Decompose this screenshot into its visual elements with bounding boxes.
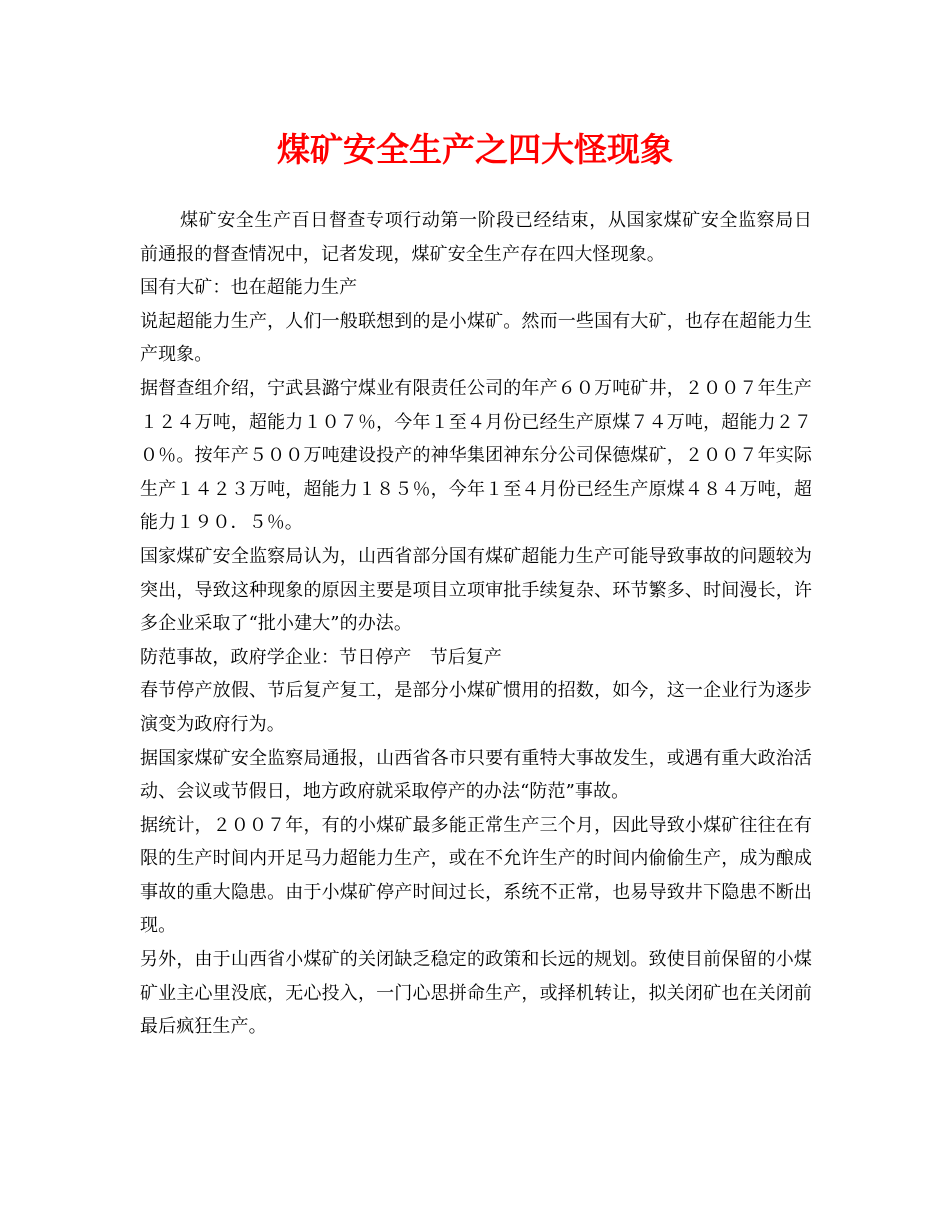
article-body <box>140 204 812 1044</box>
paragraph: 另外，由于山西省小煤矿的关闭缺乏稳定的政策和长远的规划。致使目前保留的小煤矿业主心里没底，无心投入，一门心思拼命生产，或择机转让，拟关闭矿也在关闭前最后疯狂生产。 <box>140 949 812 1038</box>
paragraph: 据统计，２００７年，有的小煤矿最多能正常生产三个月，因此导致小煤矿往往在有限的生产时间内开足马力超能力生产，或在不允许生产的时间内偷偷生产，成为酿成事故的重大隐患。由于小煤矿停产时间过长，系统不正常，也易导致井下隐患不断出现。 <box>140 814 812 937</box>
paragraph: 据督查组介绍，宁武县潞宁煤业有限责任公司的年产６０万吨矿井，２００７年生产１２４万吨，超能力１０７％，今年１至４月份已经生产原煤７４万吨，超能力２７０％。按年产５００万吨建设投产的神华集团神东分公司保德煤矿，２００７年实际生产１４２３万吨，超能力１８５％，今年１至４月份已经生产原煤４８４万吨，超能力１９０．５％。 <box>140 377 812 534</box>
paragraph: 春节停产放假、节后复产复工，是部分小煤矿惯用的招数，如今，这一企业行为逐步演变为政府行为。 <box>140 680 812 735</box>
paragraph-intro: 煤矿安全生产百日督查专项行动第一阶段已经结束，从国家煤矿安全监察局日前通报的督查情况中，记者发现，煤矿安全生产存在四大怪现象。 <box>140 210 812 265</box>
section-heading-state-mines: 国有大矿：也在超能力生产 <box>140 277 358 299</box>
section-heading-holiday-shutdown: 防范事故，政府学企业：节日停产 节后复产 <box>140 646 502 668</box>
page-title: 煤矿安全生产之四大怪现象 <box>277 130 673 169</box>
paragraph: 据国家煤矿安全监察局通报，山西省各市只要有重特大事故发生，或遇有重大政治活动、会议或节假日，地方政府就采取停产的办法“防范”事故。 <box>140 747 812 803</box>
paragraph: 说起超能力生产，人们一般联想到的是小煤矿。然而一些国有大矿，也存在超能力生产现象。 <box>140 310 812 366</box>
paragraph: 国家煤矿安全监察局认为，山西省部分国有煤矿超能力生产可能导致事故的问题较为突出，导致这种现象的原因主要是项目立项审批手续复杂、环节繁多、时间漫长，许多企业采取了“批小建大”的办法。 <box>140 545 812 635</box>
